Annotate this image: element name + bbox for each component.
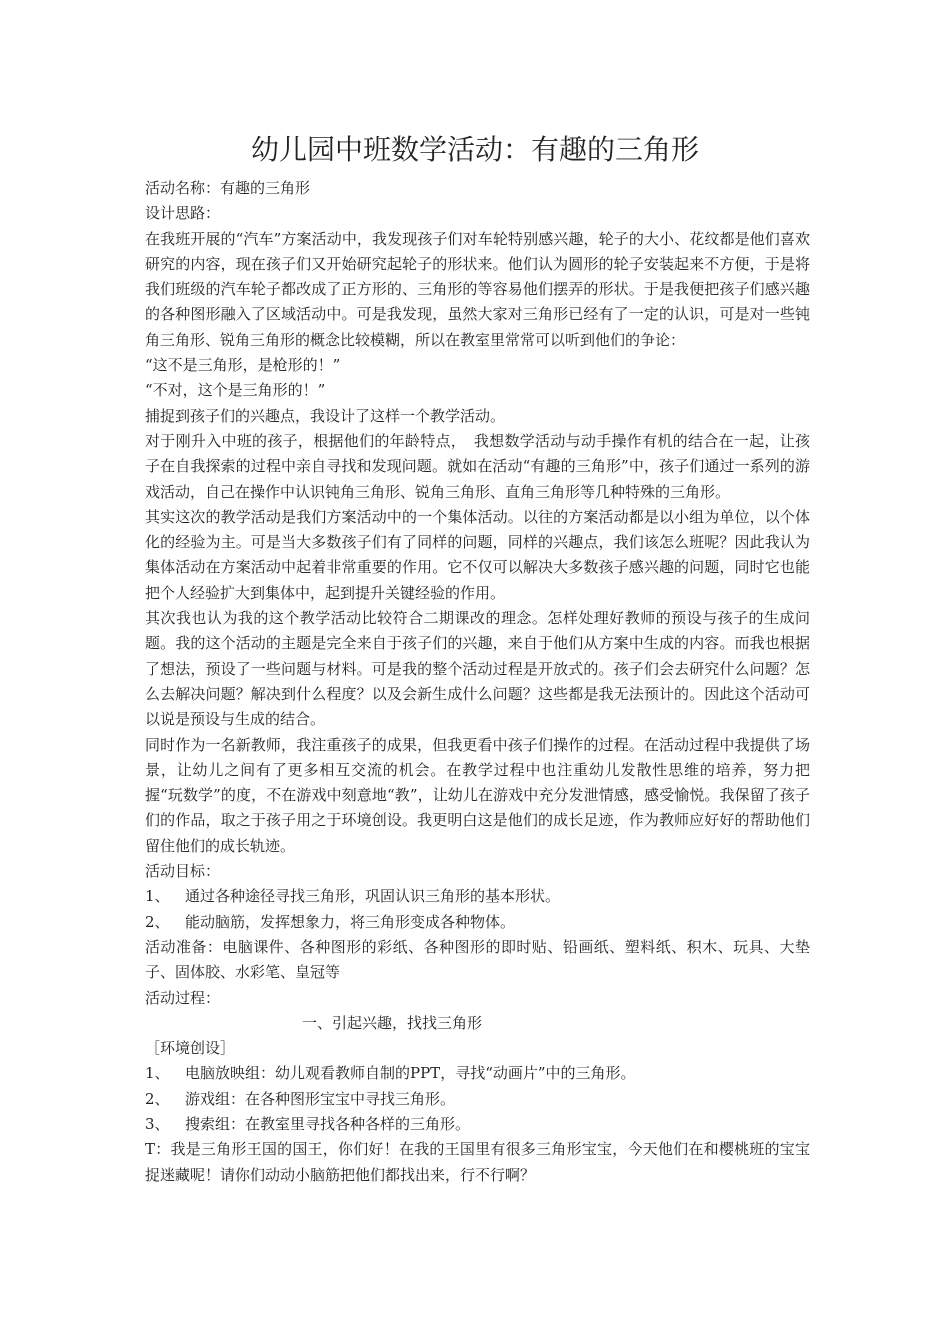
paragraph: “这不是三角形，是枪形的！”	[145, 356, 341, 375]
environment-text: 游戏组：在各种图形宝宝中寻找三角形。	[185, 1089, 456, 1108]
process-label: 活动过程：	[145, 988, 221, 1007]
environment-text: 搜索组：在教室里寻找各种各样的三角形。	[185, 1114, 471, 1133]
preparation-paragraph: 活动准备：电脑课件、各种图形的彩纸、各种图形的即时贴、铅画纸、塑料纸、积木、玩具、大垫子、固体胶、水彩笔、皇冠等	[145, 937, 810, 982]
paragraph: 在我班开展的“汽车”方案活动中，我发现孩子们对车轮特别感兴趣，轮子的大小、花纹都是他们喜欢研究的内容，现在孩子们又开始研究起轮子的形状来。他们认为圆形的轮子安装起来不方便，于是将我们班级的汽车轮子都改成了正方形的、三角形的等容易他们摆弄的形状。于是我便把孩子们感兴趣的各种图形融入了区域活动中。可是我发现，虽然大家对三角形已经有了一定的认识，可是对一些钝角三角形、锐角三角形的概念比较模糊，所以在教室里常常可以听到他们的争论：	[145, 229, 810, 349]
environment-label: ［环境创设］	[145, 1039, 236, 1058]
goal-number: 1、	[145, 887, 170, 906]
environment-item	[145, 1087, 810, 1112]
document-title: 幼儿园中班数学活动：有趣的三角形	[250, 133, 699, 166]
environment-item	[145, 1061, 810, 1086]
environment-number: 2、	[145, 1089, 170, 1108]
paragraph: 捕捉到孩子们的兴趣点，我设计了这样一个教学活动。	[145, 406, 506, 425]
dialogue-paragraph: T：我是三角形王国的国王，你们好！在我的王国里有很多三角形宝宝，今天他们在和樱桃班的宝宝捉迷藏呢！请你们动动小脑筋把他们都找出来，行不行啊？	[145, 1140, 810, 1184]
paragraph: 活动目标：	[145, 862, 221, 881]
section-heading: 一、引起兴趣，找找三角形	[302, 1013, 483, 1032]
goal-number: 2、	[145, 912, 170, 931]
goal-item	[145, 910, 810, 935]
environment-item	[145, 1112, 810, 1137]
environment-number: 3、	[145, 1114, 170, 1133]
goal-item	[145, 884, 810, 909]
paragraph: 活动名称：有趣的三角形	[145, 179, 311, 197]
paragraph: “不对，这个是三角形的！”	[145, 381, 326, 400]
environment-number: 1、	[145, 1064, 170, 1083]
goal-text: 能动脑筋，发挥想象力，将三角形变成各种物体。	[185, 912, 516, 931]
paragraph: 同时作为一名新教师，我注重孩子的成果，但我更看中孩子们操作的过程。在活动过程中我提供了场景，让幼儿之间有了更多相互交流的机会。在教学过程中也注重幼儿发散性思维的培养，努力把握“玩数学”的度，不在游戏中刻意地“教”，让幼儿在游戏中充分发泄情感，感受愉悦。我保留了孩子们的作品，取之于孩子用之于环境创设。我更明白这是他们的成长足迹，作为教师应好好的帮助他们留住他们的成长轨迹。	[145, 735, 810, 855]
paragraph: 对于刚升入中班的孩子，根据他们的年龄特点， 我想数学活动与动手操作有机的结合在一起，让孩子在自我探索的过程中亲自寻找和发现问题。就如在活动“有趣的三角形”中，孩子们通过一系列的游戏活动，自己在操作中认识钝角三角形、锐角三角形、直角三角形等几种特殊的三角形。	[145, 431, 810, 501]
document-body	[145, 176, 810, 1188]
environment-text: 电脑放映组：幼儿观看教师自制的PPT，寻找“动画片”中的三角形。	[185, 1064, 636, 1083]
paragraph: 设计思路：	[145, 204, 221, 223]
goal-text: 通过各种途径寻找三角形，巩固认识三角形的基本形状。	[185, 887, 561, 906]
paragraph: 其实这次的教学活动是我们方案活动中的一个集体活动。以往的方案活动都是以小组为单位，以个体化的经验为主。可是当大多数孩子们有了同样的问题，同样的兴趣点，我们该怎么班呢？因此我认为集体活动在方案活动中起着非常重要的作用。它不仅可以解决大多数孩子感兴趣的问题，同时它也能把个人经验扩大到集体中，起到提升关键经验的作用。	[145, 507, 810, 602]
paragraph: 其次我也认为我的这个教学活动比较符合二期课改的理念。怎样处理好教师的预设与孩子的生成问题。我的这个活动的主题是完全来自于孩子们的兴趣，来自于他们从方案中生成的内容。而我也根据了想法，预设了一些问题与材料。可是我的整个活动过程是开放式的。孩子们会去研究什么问题？怎么去解决问题？解决到什么程度？以及会新生成什么问题？这些都是我无法预计的。因此这个活动可以说是预设与生成的结合。	[145, 609, 810, 729]
